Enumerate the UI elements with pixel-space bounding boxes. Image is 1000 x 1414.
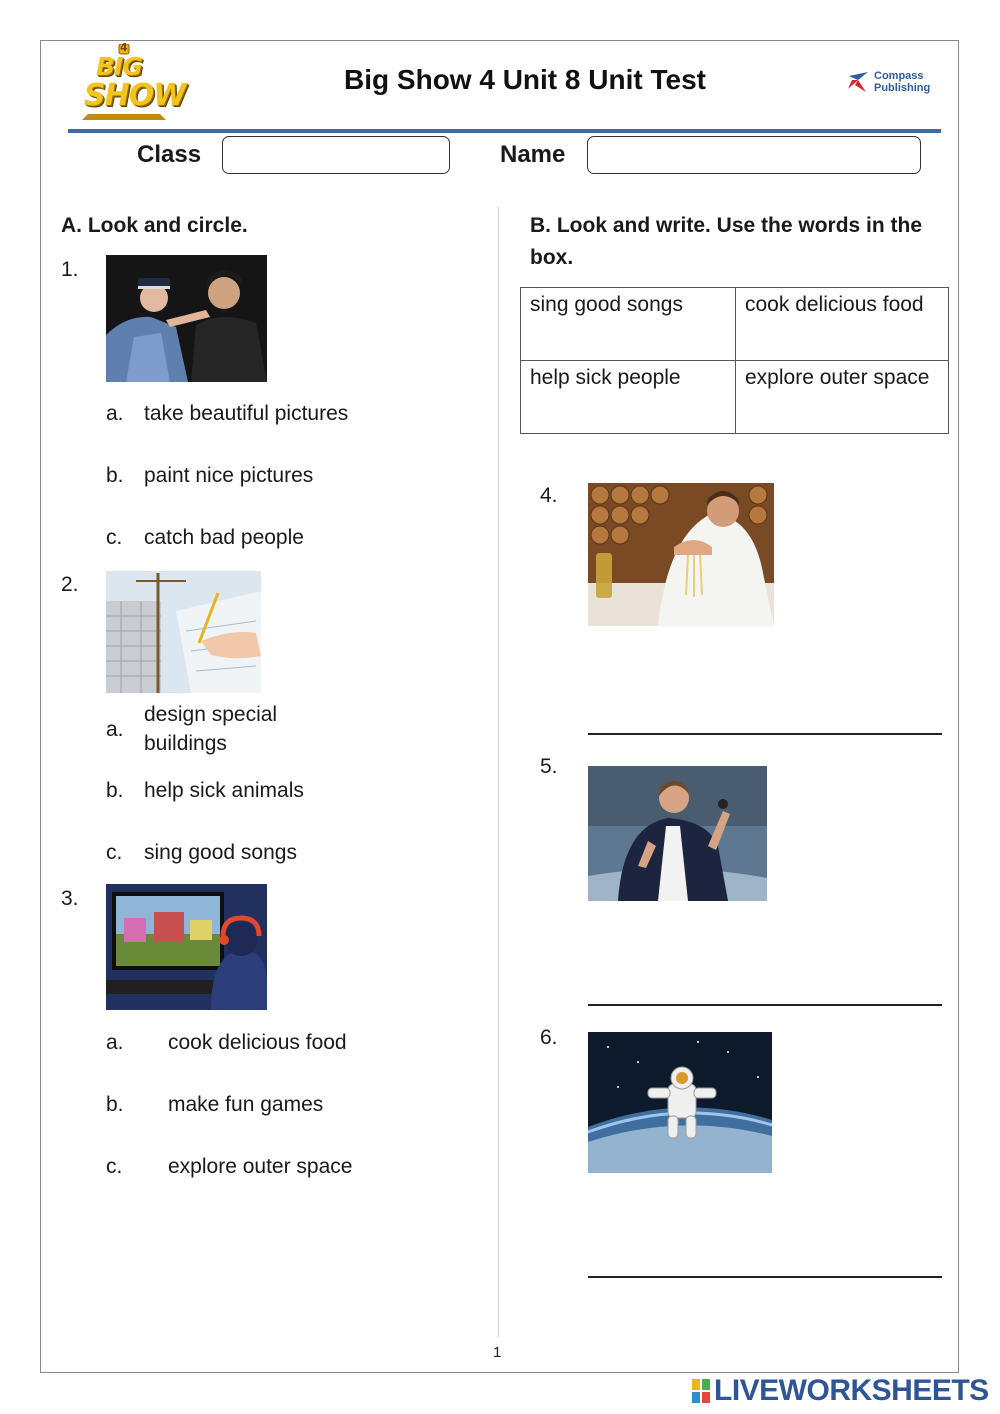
question-number: 4. — [540, 484, 558, 507]
answer-option[interactable]: catch bad people — [144, 526, 304, 549]
chef-photo — [588, 483, 774, 626]
page-title: Big Show 4 Unit 8 Unit Test — [344, 64, 706, 95]
watermark-text: LIVEWORKSHEETS — [714, 1374, 989, 1407]
compass-publishing-logo — [846, 68, 936, 98]
astronaut-photo — [588, 1032, 772, 1173]
publisher-line2: Publishing — [874, 82, 931, 94]
option-letter: c. — [106, 1155, 123, 1178]
word-box — [520, 287, 949, 434]
question-number: 6. — [540, 1026, 558, 1049]
answer-option[interactable]: help sick animals — [144, 779, 304, 802]
logo-word-big: BIG — [96, 52, 142, 81]
singer-photo — [588, 766, 767, 901]
logo-word-show: SHOW — [84, 78, 186, 113]
option-letter: c. — [106, 841, 123, 864]
question-number: 1. — [61, 258, 79, 281]
answer-option[interactable]: design special buildings — [144, 703, 278, 755]
section-a-heading: A. Look and circle. — [61, 214, 248, 237]
answer-option[interactable]: paint nice pictures — [144, 464, 314, 487]
answer-option[interactable]: explore outer space — [168, 1155, 353, 1178]
option-letter: b. — [106, 464, 124, 487]
answer-option[interactable]: take beautiful pictures — [144, 402, 349, 425]
header-rule — [68, 129, 941, 133]
question-number: 5. — [540, 755, 558, 778]
gamer-photo — [106, 884, 267, 1010]
answer-line[interactable] — [588, 733, 942, 735]
name-field[interactable] — [587, 136, 921, 174]
word-box-cell: explore outer space — [736, 361, 949, 434]
answer-option[interactable]: make fun games — [168, 1093, 324, 1116]
liveworksheets-icon — [692, 1379, 710, 1403]
police-officer-photo — [106, 255, 267, 382]
answer-option[interactable]: sing good songs — [144, 841, 297, 864]
word-box-cell: sing good songs — [521, 288, 736, 361]
logo-badge: 4 — [120, 41, 127, 54]
answer-line[interactable] — [588, 1276, 942, 1278]
page-number: 1 — [493, 1344, 502, 1361]
option-letter: c. — [106, 526, 123, 549]
class-field[interactable] — [222, 136, 450, 174]
answer-option[interactable]: cook delicious food — [168, 1031, 347, 1054]
architect-photo — [106, 571, 261, 693]
question-number: 2. — [61, 573, 79, 596]
option-letter: a. — [106, 718, 124, 741]
option-letter: a. — [106, 402, 124, 425]
option-letter: b. — [106, 779, 124, 802]
question-number: 3. — [61, 887, 79, 910]
word-box-cell: cook delicious food — [736, 288, 949, 361]
section-b-heading: B. Look and write. Use the words in the box. — [530, 214, 923, 269]
name-label: Name — [500, 141, 566, 168]
publisher-line1: Compass — [874, 70, 924, 82]
option-letter: b. — [106, 1093, 124, 1116]
word-box-cell: help sick people — [521, 361, 736, 434]
column-divider — [498, 207, 499, 1337]
big-show-logo — [82, 41, 186, 122]
class-label: Class — [137, 141, 202, 168]
answer-line[interactable] — [588, 1004, 942, 1006]
option-letter: a. — [106, 1031, 124, 1054]
